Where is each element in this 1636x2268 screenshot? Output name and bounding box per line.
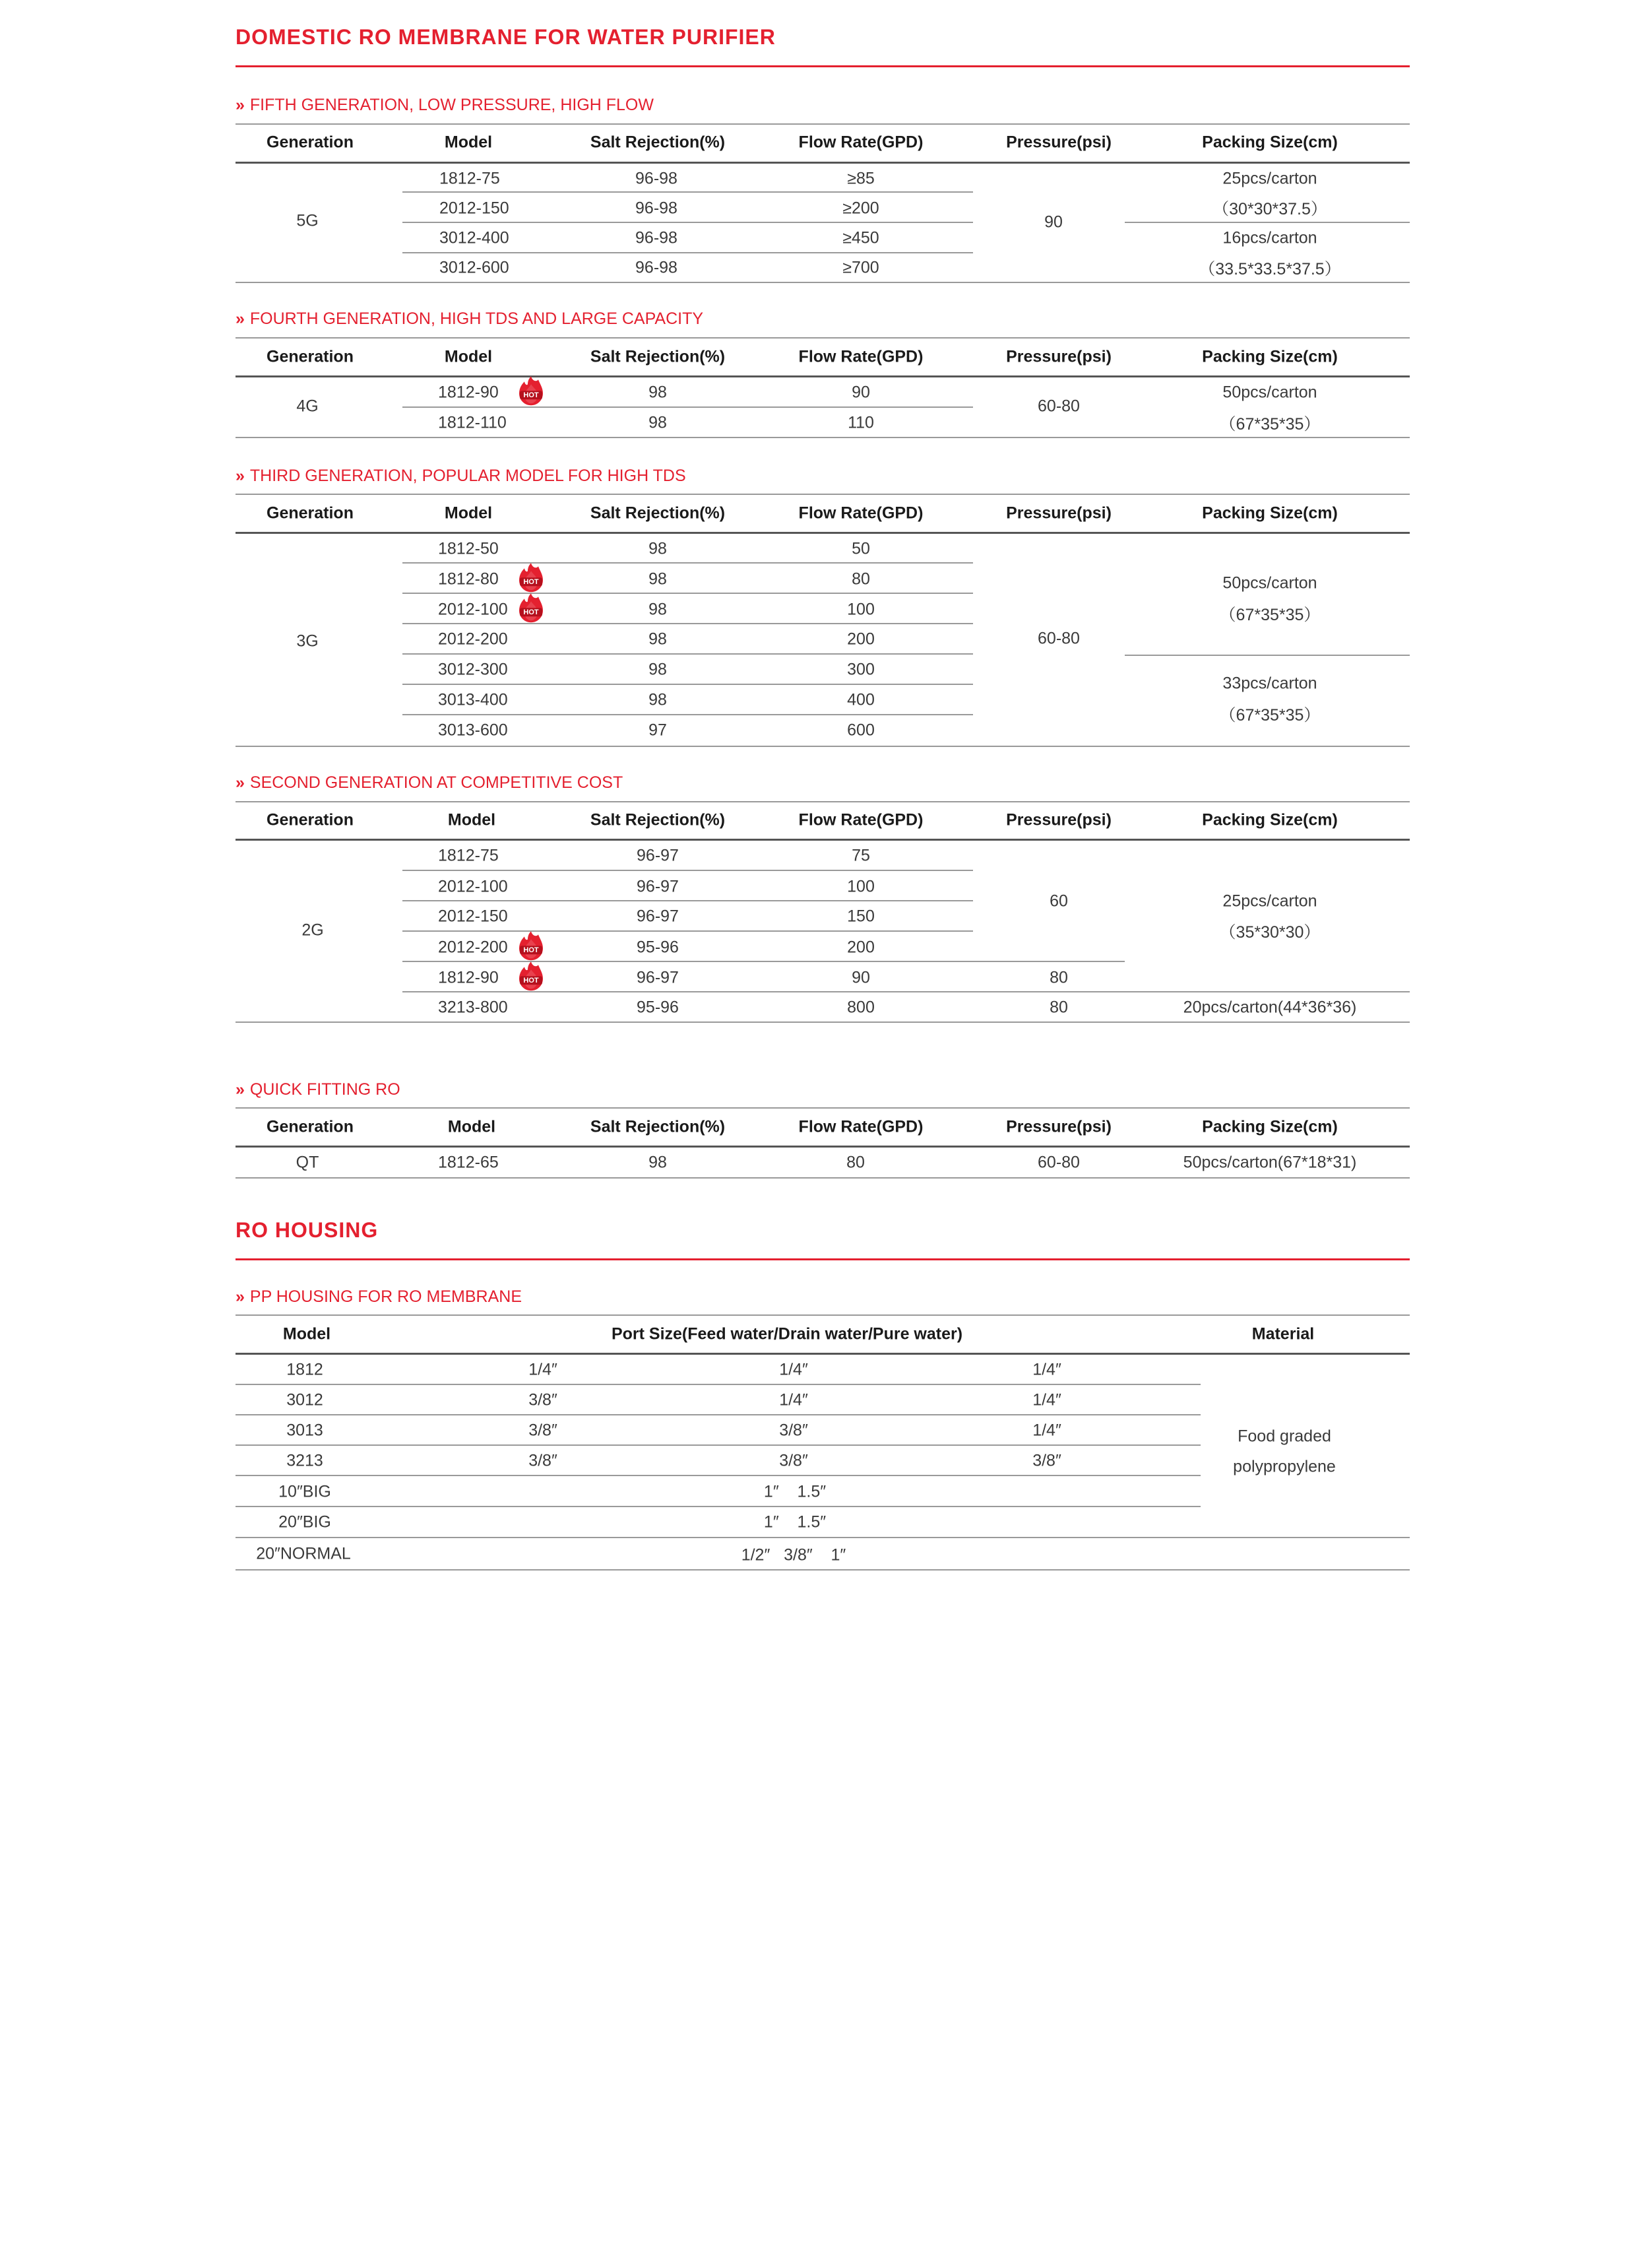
flow-cell: 200 — [847, 630, 875, 649]
section-title-pp-housing: » PP HOUSING FOR RO MEMBRANE — [236, 1287, 522, 1306]
packing-cell: （67*35*35） — [1219, 606, 1321, 624]
col-header-packing: Packing Size(cm) — [1202, 347, 1338, 366]
salt-cell: 95-96 — [637, 998, 679, 1017]
packing-cell: 50pcs/carton(67*18*31) — [1183, 1153, 1357, 1172]
generation-cell: 2G — [301, 921, 324, 940]
model-cell: 2012-200 — [438, 938, 508, 957]
flow-cell: 300 — [847, 660, 875, 679]
row-rule — [402, 191, 973, 193]
col-header-salt-rejection: Salt Rejection(%) — [590, 1117, 726, 1136]
model-cell: 2012-100 — [438, 877, 508, 896]
model-cell: 3012-400 — [439, 228, 509, 247]
col-header-flow-rate: Flow Rate(GPD) — [798, 503, 924, 523]
hot-badge-icon — [518, 593, 544, 623]
flow-cell: ≥200 — [842, 199, 879, 218]
drain-port-cell: 1/4″ — [779, 1360, 808, 1379]
flow-cell: 400 — [847, 690, 875, 709]
salt-cell: 96-98 — [635, 228, 677, 247]
flow-cell: 100 — [847, 600, 875, 619]
col-header-packing: Packing Size(cm) — [1202, 810, 1338, 829]
pressure-cell: 60-80 — [1038, 397, 1080, 416]
model-cell: 1812-80 — [438, 569, 499, 589]
row-rule — [236, 1414, 1201, 1415]
model-cell: 3012-600 — [439, 258, 509, 277]
col-header-generation: Generation — [267, 133, 354, 152]
model-cell: 1812-65 — [438, 1153, 499, 1172]
col-header-generation: Generation — [267, 810, 354, 829]
row-rule — [402, 623, 973, 624]
pressure-cell: 60-80 — [1038, 629, 1080, 648]
header-rule — [236, 375, 1410, 377]
row-rule — [402, 991, 1410, 992]
col-header-pressure: Pressure(psi) — [1006, 133, 1112, 152]
pressure-cell: 80 — [1050, 968, 1068, 987]
header-rule — [236, 532, 1410, 534]
row-rule — [236, 1444, 1201, 1446]
model-cell: 3012 — [286, 1390, 323, 1409]
flow-cell: 80 — [852, 569, 870, 589]
ports-cell: 1″ 1.5″ — [763, 1482, 827, 1501]
row-rule — [402, 562, 973, 564]
drain-port-cell: 1/4″ — [779, 1390, 808, 1409]
pressure-cell: 60-80 — [1038, 1153, 1080, 1172]
feed-port-cell: 3/8″ — [528, 1421, 557, 1440]
col-header-salt-rejection: Salt Rejection(%) — [590, 133, 726, 152]
salt-cell: 98 — [648, 630, 667, 649]
row-rule — [236, 1384, 1201, 1385]
generation-cell: 5G — [296, 211, 319, 230]
table-bottom-rule — [236, 1177, 1410, 1179]
flow-cell: 80 — [846, 1153, 865, 1172]
flow-cell: ≥450 — [842, 228, 879, 247]
flow-cell: 100 — [847, 877, 875, 896]
row-rule — [402, 900, 973, 901]
flow-cell: 50 — [852, 539, 870, 558]
packing-cell: （67*35*35） — [1219, 415, 1321, 434]
packing-cell: 20pcs/carton(44*36*36) — [1183, 998, 1357, 1017]
salt-cell: 98 — [648, 600, 667, 619]
table-top-rule — [236, 337, 1410, 339]
material-cell: polypropylene — [1233, 1457, 1336, 1476]
col-header-flow-rate: Flow Rate(GPD) — [798, 810, 924, 829]
svg-text:HOT: HOT — [523, 946, 539, 955]
svg-text:HOT: HOT — [523, 391, 539, 400]
packing-cell: （35*30*30） — [1219, 923, 1321, 942]
packing-cell: 33pcs/carton — [1222, 674, 1317, 693]
salt-cell: 98 — [648, 690, 667, 709]
col-header-flow-rate: Flow Rate(GPD) — [798, 133, 924, 152]
salt-cell: 96-97 — [637, 846, 679, 865]
hot-badge-icon — [518, 562, 544, 593]
salt-cell: 96-98 — [635, 199, 677, 218]
material-cell: Food graded — [1238, 1427, 1331, 1446]
salt-cell: 96-97 — [637, 877, 679, 896]
packing-cell: 50pcs/carton — [1222, 383, 1317, 402]
pure-port-cell: 1/4″ — [1032, 1360, 1061, 1379]
col-header-packing: Packing Size(cm) — [1202, 503, 1338, 523]
row-rule — [402, 714, 973, 715]
model-cell: 2012-150 — [439, 199, 509, 218]
section-heading-ro-housing: RO HOUSING — [236, 1218, 379, 1242]
row-rule — [1125, 655, 1410, 656]
flow-cell: ≥85 — [847, 169, 875, 188]
table-bottom-rule — [236, 437, 1410, 438]
title-divider — [236, 65, 1410, 67]
packing-cell: 16pcs/carton — [1222, 228, 1317, 247]
model-cell: 1812-90 — [438, 968, 499, 987]
section-title-2g: » SECOND GENERATION AT COMPETITIVE COST — [236, 773, 623, 792]
salt-cell: 96-98 — [635, 169, 677, 188]
col-header-generation: Generation — [267, 347, 354, 366]
model-cell: 1812-75 — [439, 169, 500, 188]
chevron-right-icon: » — [236, 1080, 245, 1099]
salt-cell: 98 — [648, 383, 667, 402]
generation-cell: QT — [296, 1153, 319, 1172]
salt-cell: 96-97 — [637, 968, 679, 987]
section-title-5g: » FIFTH GENERATION, LOW PRESSURE, HIGH FLOW — [236, 96, 654, 114]
hot-badge-icon — [518, 930, 544, 961]
row-rule — [236, 1506, 1201, 1507]
model-cell: 3013-600 — [438, 721, 508, 740]
col-header-salt-rejection: Salt Rejection(%) — [590, 810, 726, 829]
col-header-model: Model — [282, 1324, 331, 1344]
hot-badge-icon — [518, 375, 544, 406]
ports-cell: 1″ 1.5″ — [763, 1512, 827, 1532]
section-title-qt: » QUICK FITTING RO — [236, 1080, 400, 1099]
table-bottom-rule — [236, 746, 1410, 747]
page-title: DOMESTIC RO MEMBRANE FOR WATER PURIFIER — [236, 25, 776, 49]
pressure-cell: 90 — [1044, 212, 1063, 232]
packing-cell: 25pcs/carton — [1222, 169, 1317, 188]
table-top-rule — [236, 123, 1410, 125]
flow-cell: 90 — [852, 968, 870, 987]
packing-cell: 25pcs/carton — [1222, 891, 1317, 911]
hot-badge-icon — [518, 961, 544, 991]
col-header-model: Model — [444, 503, 493, 523]
feed-port-cell: 3/8″ — [528, 1390, 557, 1409]
model-cell: 3213-800 — [438, 998, 508, 1017]
col-header-model: Model — [447, 810, 496, 829]
row-rule — [402, 593, 973, 594]
table-bottom-rule — [236, 1569, 1410, 1571]
flow-cell: 90 — [852, 383, 870, 402]
ports-cell: 1/2″ 3/8″ 1″ — [741, 1545, 846, 1565]
flow-cell: 800 — [847, 998, 875, 1017]
model-cell: 1812-110 — [438, 413, 507, 432]
table-top-rule — [236, 1107, 1410, 1109]
model-cell: 2012-100 — [438, 600, 508, 619]
model-cell: 2012-150 — [438, 907, 508, 926]
salt-cell: 98 — [648, 413, 667, 432]
flow-cell: 110 — [848, 413, 874, 432]
title-divider — [236, 1258, 1410, 1260]
model-cell: 3013-400 — [438, 690, 508, 709]
row-rule — [402, 653, 973, 655]
model-cell: 20″BIG — [278, 1512, 331, 1532]
flow-cell: 600 — [847, 721, 875, 740]
salt-cell: 97 — [648, 721, 667, 740]
feed-port-cell: 3/8″ — [528, 1451, 557, 1470]
col-header-model: Model — [447, 1117, 496, 1136]
pure-port-cell: 1/4″ — [1032, 1390, 1061, 1409]
header-rule — [236, 162, 1410, 164]
generation-cell: 4G — [296, 397, 319, 416]
header-rule — [236, 1353, 1410, 1355]
row-rule — [402, 870, 973, 871]
model-cell: 3012-300 — [438, 660, 508, 679]
salt-cell: 95-96 — [637, 938, 679, 957]
table-bottom-rule — [236, 1021, 1410, 1023]
col-header-pressure: Pressure(psi) — [1006, 1117, 1112, 1136]
col-header-pressure: Pressure(psi) — [1006, 347, 1112, 366]
pressure-cell: 60 — [1050, 891, 1068, 911]
chevron-right-icon: » — [236, 1287, 245, 1306]
model-cell: 10″BIG — [278, 1482, 331, 1501]
salt-cell: 98 — [648, 569, 667, 589]
model-cell: 2012-200 — [438, 630, 508, 649]
svg-text:HOT: HOT — [523, 578, 539, 587]
row-rule — [402, 406, 973, 408]
col-header-port-size: Port Size(Feed water/Drain water/Pure water) — [611, 1324, 963, 1344]
table-top-rule — [236, 801, 1410, 802]
salt-cell: 98 — [648, 1153, 667, 1172]
row-rule — [402, 684, 973, 685]
col-header-material: Material — [1251, 1324, 1315, 1344]
row-rule — [402, 252, 973, 253]
model-cell: 1812-90 — [438, 383, 499, 402]
col-header-packing: Packing Size(cm) — [1202, 133, 1338, 152]
pure-port-cell: 3/8″ — [1032, 1451, 1061, 1470]
pure-port-cell: 1/4″ — [1032, 1421, 1061, 1440]
model-cell: 1812 — [286, 1360, 323, 1379]
model-cell: 1812-75 — [438, 846, 499, 865]
flow-cell: 75 — [852, 846, 870, 865]
drain-port-cell: 3/8″ — [779, 1451, 808, 1470]
col-header-generation: Generation — [267, 1117, 354, 1136]
packing-cell: （33.5*33.5*37.5） — [1199, 260, 1341, 278]
col-header-flow-rate: Flow Rate(GPD) — [798, 1117, 924, 1136]
col-header-generation: Generation — [267, 503, 354, 523]
row-rule — [402, 961, 1125, 962]
section-title-4g: » FOURTH GENERATION, HIGH TDS AND LARGE CAPACITY — [236, 309, 704, 328]
salt-cell: 96-98 — [635, 258, 677, 277]
header-rule — [236, 839, 1410, 841]
col-header-salt-rejection: Salt Rejection(%) — [590, 503, 726, 523]
row-rule — [236, 1475, 1201, 1476]
flow-cell: 150 — [847, 907, 875, 926]
col-header-pressure: Pressure(psi) — [1006, 810, 1112, 829]
chevron-right-icon: » — [236, 773, 245, 792]
salt-cell: 96-97 — [637, 907, 679, 926]
chevron-right-icon: » — [236, 467, 245, 485]
row-rule — [1125, 222, 1410, 223]
col-header-model: Model — [444, 347, 493, 366]
svg-text:HOT: HOT — [523, 608, 539, 617]
row-rule — [402, 222, 973, 223]
chevron-right-icon: » — [236, 96, 245, 114]
table-top-rule — [236, 494, 1410, 495]
generation-cell: 3G — [296, 632, 319, 651]
model-cell: 1812-50 — [438, 539, 499, 558]
header-rule — [236, 1146, 1410, 1148]
col-header-pressure: Pressure(psi) — [1006, 503, 1112, 523]
pressure-cell: 80 — [1050, 998, 1068, 1017]
table-top-rule — [236, 1314, 1410, 1316]
row-rule — [402, 930, 973, 932]
model-cell: 3213 — [286, 1451, 323, 1470]
packing-cell: （30*30*37.5） — [1212, 200, 1327, 218]
salt-cell: 98 — [648, 539, 667, 558]
flow-cell: 200 — [847, 938, 875, 957]
chevron-right-icon: » — [236, 309, 245, 328]
salt-cell: 98 — [648, 660, 667, 679]
packing-cell: （67*35*35） — [1219, 706, 1321, 725]
svg-text:HOT: HOT — [523, 977, 539, 985]
col-header-packing: Packing Size(cm) — [1202, 1117, 1338, 1136]
model-cell: 3013 — [286, 1421, 323, 1440]
model-cell: 20″NORMAL — [256, 1544, 351, 1563]
feed-port-cell: 1/4″ — [528, 1360, 557, 1379]
table-bottom-rule — [236, 282, 1410, 283]
section-title-3g: » THIRD GENERATION, POPULAR MODEL FOR HIGH TDS — [236, 467, 686, 485]
row-rule — [236, 1537, 1410, 1538]
drain-port-cell: 3/8″ — [779, 1421, 808, 1440]
col-header-model: Model — [444, 133, 493, 152]
col-header-flow-rate: Flow Rate(GPD) — [798, 347, 924, 366]
packing-cell: 50pcs/carton — [1222, 573, 1317, 593]
col-header-salt-rejection: Salt Rejection(%) — [590, 347, 726, 366]
flow-cell: ≥700 — [842, 258, 879, 277]
